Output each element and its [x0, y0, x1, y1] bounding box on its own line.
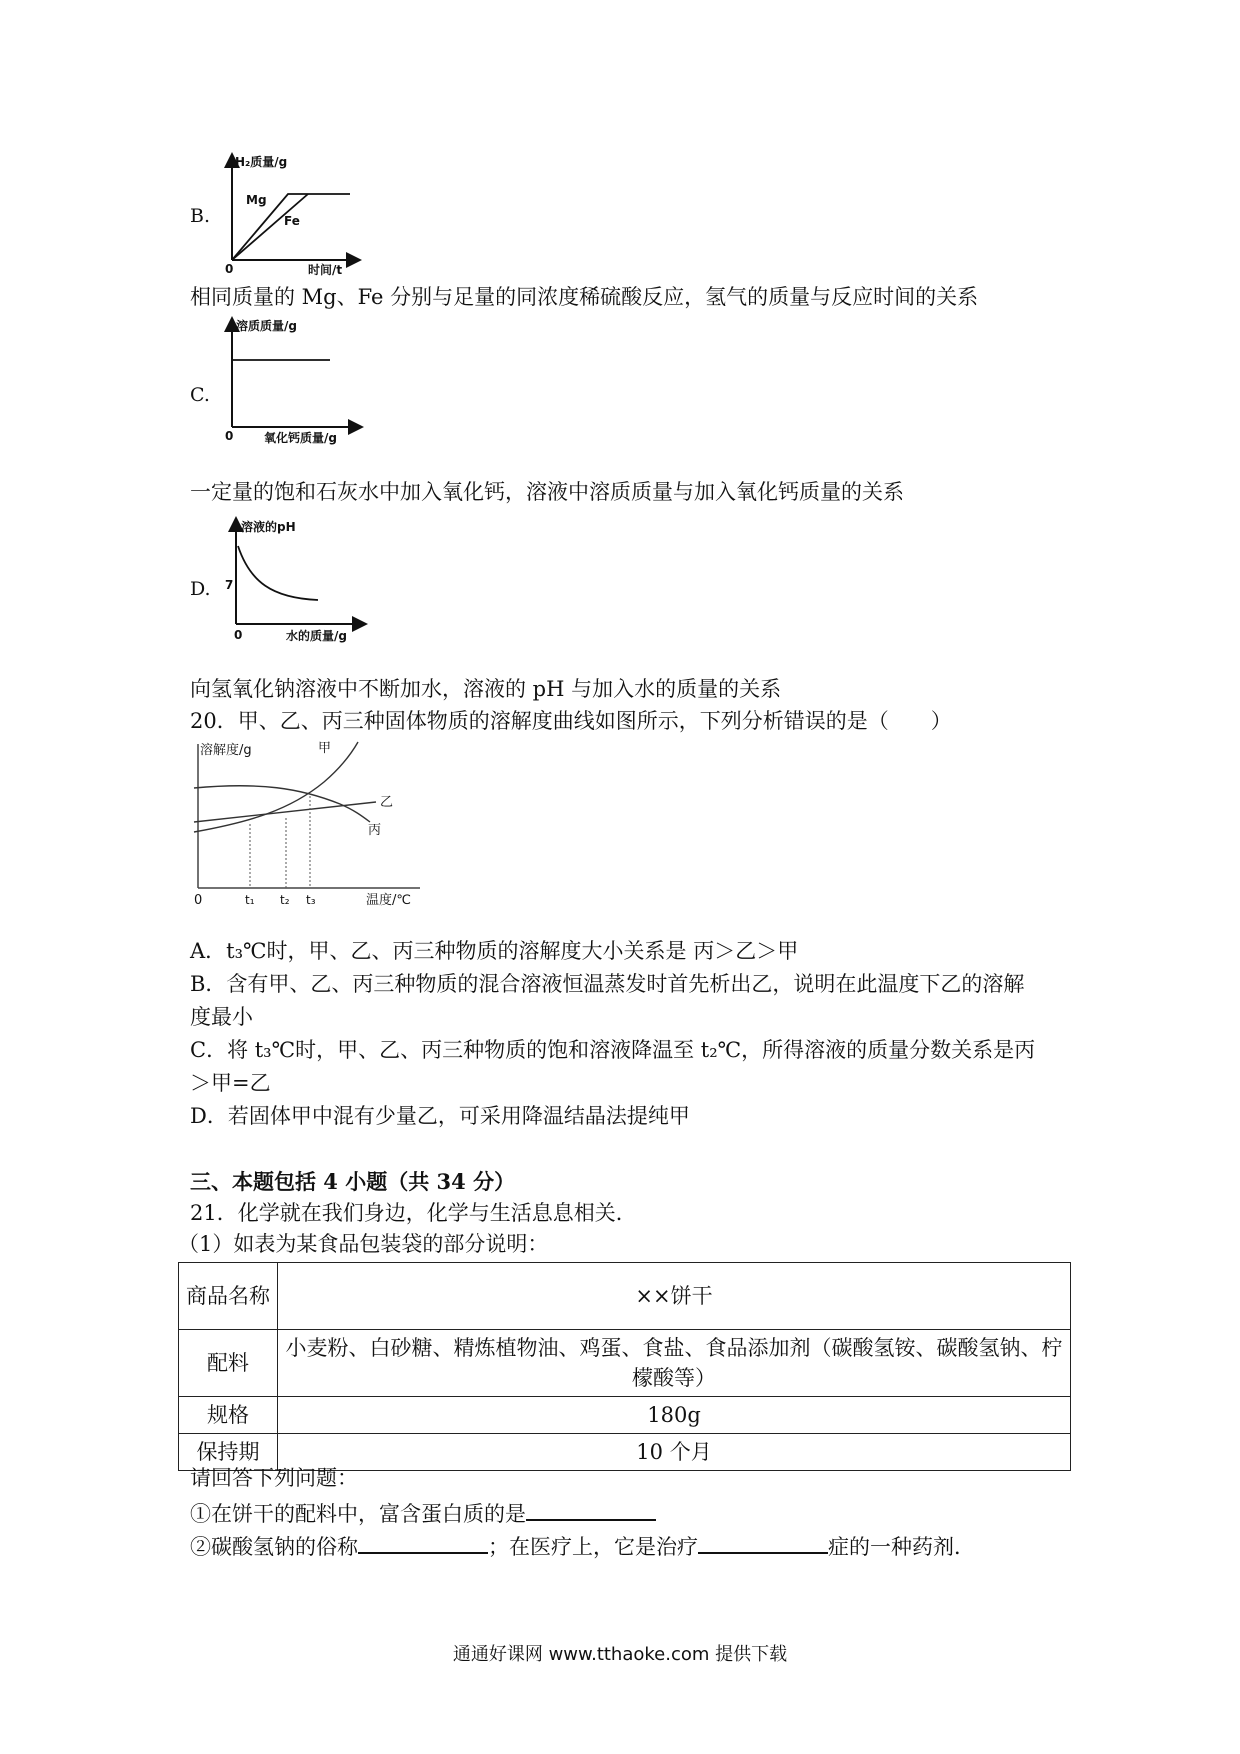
- x-axis-label: 水的质量/g: [286, 629, 347, 643]
- origin-label: 0: [225, 262, 234, 276]
- table-value: 10 个月: [278, 1434, 1071, 1471]
- q20-option-b-line1: B．含有甲、乙、丙三种物质的混合溶液恒温蒸发时首先析出乙，说明在此温度下乙的溶解: [190, 972, 1025, 996]
- answer-blank-1[interactable]: [526, 1497, 656, 1521]
- ask-line: 请回答下列问题：: [190, 1466, 358, 1490]
- ph-tick-label: 7: [225, 578, 234, 592]
- option-d-caption: 向氢氧化钠溶液中不断加水，溶液的 pH 与加入水的质量的关系: [190, 677, 782, 701]
- q21-stem: 21．化学就在我们身边，化学与生活息息相关．: [190, 1201, 637, 1225]
- bing-label: 丙: [368, 823, 382, 838]
- origin-label: 0: [225, 429, 234, 443]
- section-heading: 三、本题包括 4 小题（共 34 分）: [190, 1169, 516, 1194]
- q20-option-a: A．t₃℃时，甲、乙、丙三种物质的溶解度大小关系是 丙＞乙＞甲: [190, 939, 799, 963]
- jia-label: 甲: [318, 741, 332, 756]
- graph-c: [220, 312, 370, 447]
- q2-text-b: ；在医疗上，它是治疗: [488, 1535, 698, 1559]
- y-axis-label: H₂质量/g: [235, 155, 288, 169]
- table-row: [179, 1397, 1071, 1434]
- origin-label: 0: [194, 893, 203, 908]
- q20-option-c-line1: C．将 t₃℃时，甲、乙、丙三种物质的饱和溶液降温至 t₂℃，所得溶液的质量分数关系是丙: [190, 1038, 1036, 1062]
- table-key: 规格: [179, 1397, 278, 1434]
- graph-d: [222, 512, 372, 647]
- table-row: [179, 1330, 1071, 1397]
- table-value: ××饼干: [278, 1263, 1071, 1330]
- fe-label: Fe: [284, 214, 300, 228]
- y-axis-label: 溶解度/g: [200, 743, 252, 758]
- option-b-caption: 相同质量的 Mg、Fe 分别与足量的同浓度稀硫酸反应，氢气的质量与反应时间的关系: [190, 285, 979, 309]
- option-d-letter: D.: [190, 578, 211, 600]
- q21-question-2: [190, 1530, 975, 1561]
- mg-label: Mg: [246, 193, 267, 207]
- curve-yi: [194, 802, 376, 822]
- yi-label: 乙: [380, 795, 394, 810]
- solubility-graph: [190, 738, 435, 908]
- curve-bing: [194, 786, 370, 822]
- graph-b: [220, 148, 365, 278]
- y-axis-label: 溶质质量/g: [236, 319, 297, 333]
- q2-text-c: 症的一种药剂．: [828, 1535, 975, 1559]
- answer-blank-3[interactable]: [698, 1530, 828, 1554]
- footer-source: 通通好课网 www.tthaoke.com 提供下载: [452, 1644, 788, 1665]
- ph-curve: [238, 546, 318, 600]
- q20-option-d: D．若固体甲中混有少量乙，可采用降温结晶法提纯甲: [190, 1104, 690, 1128]
- y-axis-label: 溶液的pH: [241, 520, 296, 534]
- table-row: [179, 1263, 1071, 1330]
- option-c-caption: 一定量的饱和石灰水中加入氧化钙，溶液中溶质质量与加入氧化钙质量的关系: [190, 480, 904, 504]
- x-axis-label: 氧化钙质量/g: [264, 431, 337, 445]
- food-info-table: [178, 1262, 1071, 1471]
- t2-label: t₂: [280, 893, 290, 907]
- q21-question-1: [190, 1497, 656, 1528]
- q20-option-c-line2: ＞甲=乙: [190, 1071, 271, 1095]
- table-value: 180g: [278, 1397, 1071, 1434]
- table-key: 配料: [179, 1330, 278, 1397]
- table-value: 小麦粉、白砂糖、精炼植物油、鸡蛋、食盐、食品添加剂（碳酸氢铵、碳酸氢钠、柠檬酸等）: [278, 1330, 1071, 1397]
- option-b-letter: B.: [190, 205, 211, 227]
- t3-label: t₃: [306, 893, 316, 907]
- x-axis-label: 温度/℃: [366, 893, 411, 908]
- x-axis-label: 时间/t: [308, 263, 343, 277]
- q2-text-a: ②碳酸氢钠的俗称: [190, 1535, 358, 1559]
- q20-option-b-line2: 度最小: [190, 1005, 253, 1029]
- table-key: 商品名称: [179, 1263, 278, 1330]
- table-key: 保持期: [179, 1434, 278, 1471]
- origin-label: 0: [234, 628, 243, 642]
- q1-text: ①在饼干的配料中，富含蛋白质的是: [190, 1502, 526, 1526]
- t1-label: t₁: [245, 893, 255, 907]
- option-c-letter: C.: [190, 384, 210, 406]
- q20-stem: 20．甲、乙、丙三种固体物质的溶解度曲线如图所示，下列分析错误的是（ ）: [190, 709, 952, 733]
- answer-blank-2[interactable]: [358, 1530, 488, 1554]
- q21-sub1: （1）如表为某食品包装袋的部分说明：: [178, 1232, 549, 1256]
